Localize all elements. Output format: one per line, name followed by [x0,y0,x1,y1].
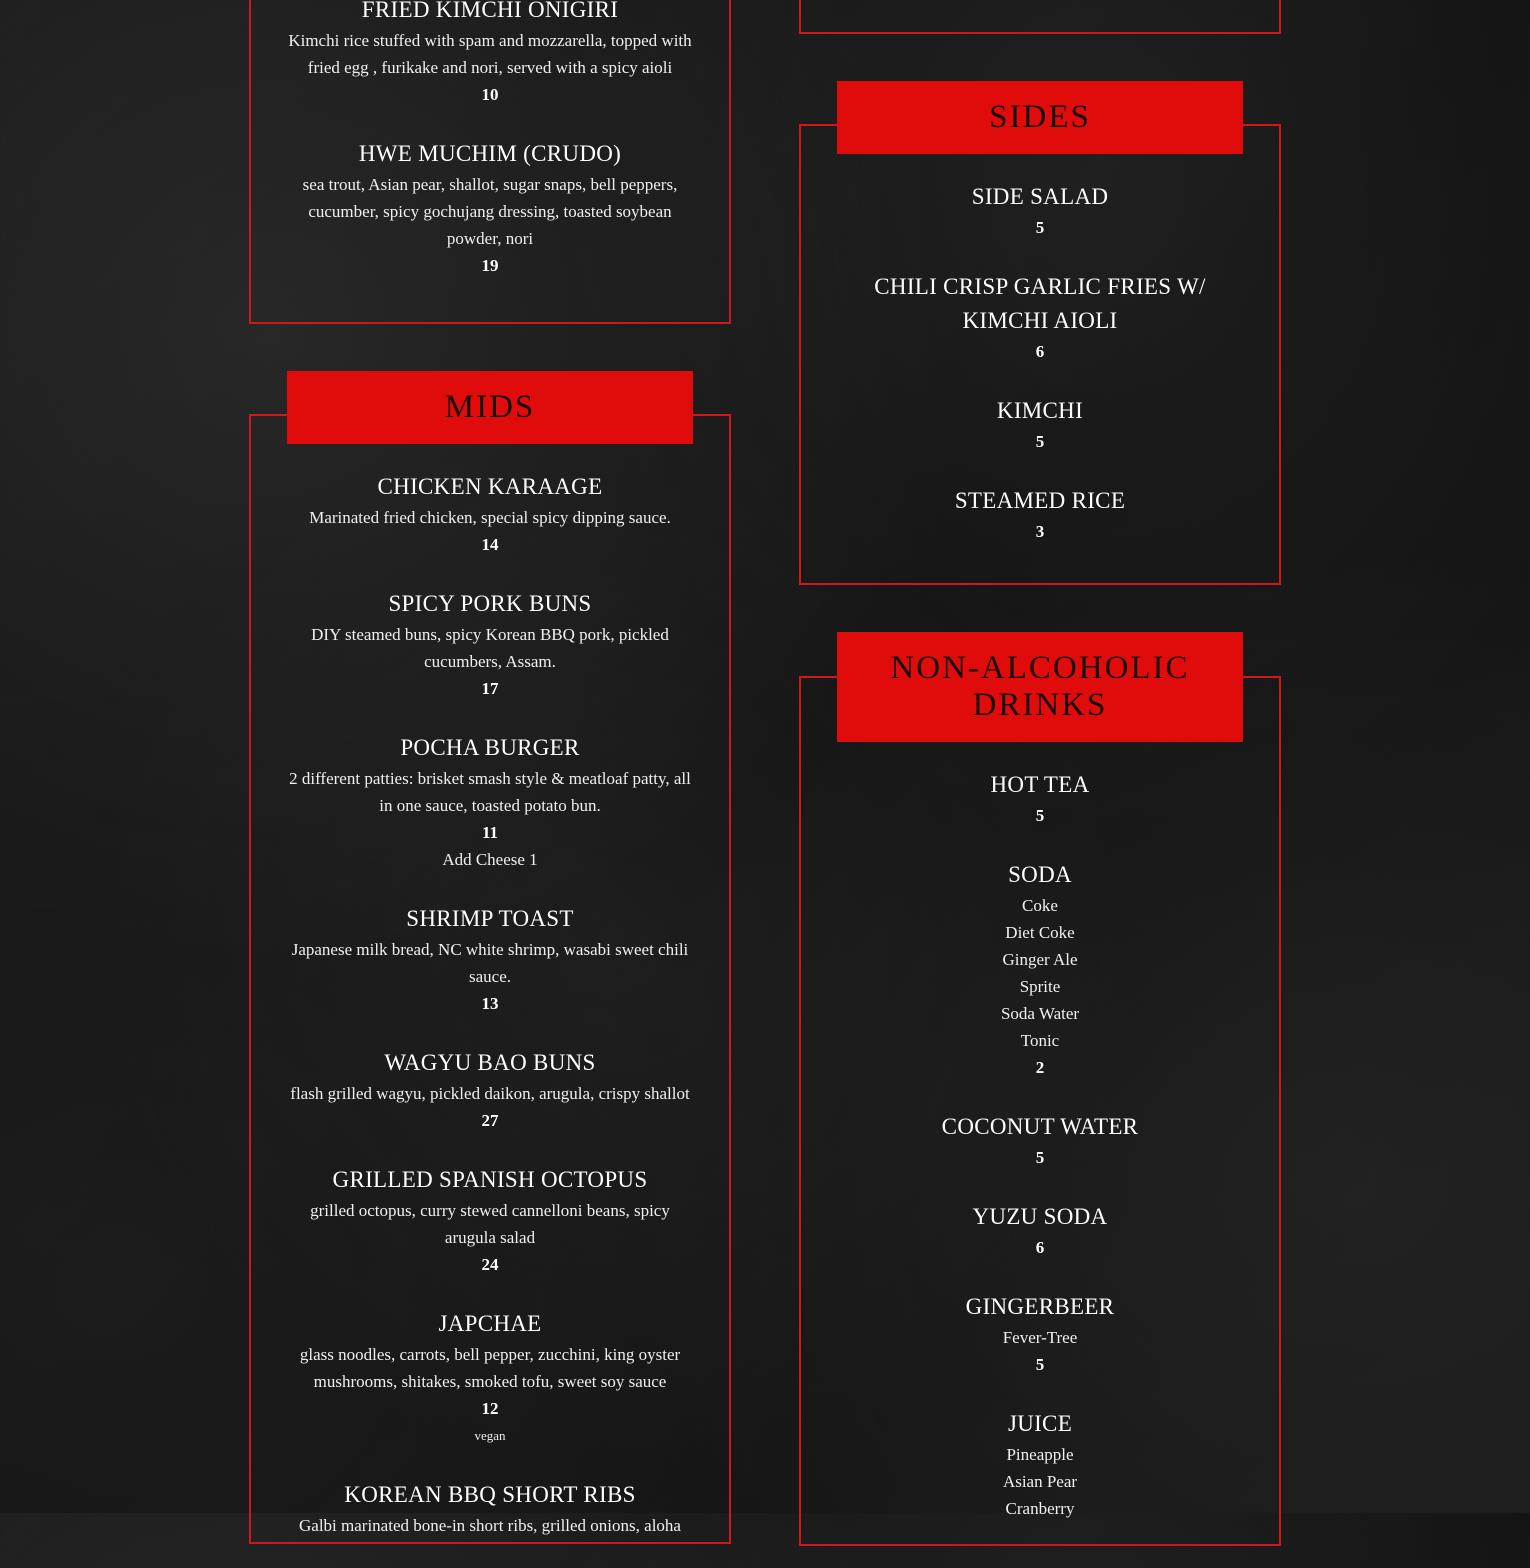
sides-section-title: SIDES [837,81,1243,154]
item-description: Japanese milk bread, NC white shrimp, wasabi sweet chili sauce. [291,940,689,986]
item-description: Kimchi rice stuffed with spam and mozzarella, topped with fried egg , furikake and nori, served with a spicy aioli [288,31,692,77]
item-name: SPICY PORK BUNS [388,591,592,616]
drink-option: Asian Pear [1002,1472,1078,1491]
item-name: HWE MUCHIM (CRUDO) [358,141,622,166]
menu-item [835,1407,1245,1522]
item-description: sea trout, Asian pear, shallot, sugar snaps, bell peppers, cucumber, spicy gochujang dressing, toasted soybean powder, nori [302,175,678,248]
item-price: 17 [481,679,499,698]
menu-item [285,731,695,873]
drink-option: Ginger Ale [1002,950,1078,969]
menu-item [285,1307,695,1449]
menu-item [285,902,695,1017]
item-name: JUICE [1007,1411,1073,1436]
item-name: HOT TEA [990,772,1090,797]
drink-option: Fever-Tree [1002,1328,1078,1347]
item-price: 5 [1035,432,1045,451]
menu-item [835,180,1245,241]
drink-option: Soda Water [1000,1004,1080,1023]
menu-item [285,470,695,558]
item-price: 11 [481,823,499,842]
drinks-section-title: NON-ALCOHOLIC DRINKS [837,632,1243,742]
item-price: 14 [481,535,499,554]
item-description: Galbi marinated bone-in short ribs, grilled onions, aloha [299,1516,681,1535]
item-name: YUZU SODA [972,1204,1108,1229]
item-name: SIDE SALAD [971,184,1109,209]
mids-section-title: MIDS [287,371,693,444]
item-price: 5 [1035,1355,1045,1374]
menu-item [835,858,1245,1081]
drink-option: Diet Coke [1005,923,1075,942]
menu-item [285,587,695,702]
item-description: DIY steamed buns, spicy Korean BBQ pork, pickled cucumbers, Assam. [311,625,669,671]
menu-item [835,484,1245,545]
item-price: 3 [1035,522,1045,541]
item-price: 6 [1035,342,1045,361]
item-name: SODA [1008,862,1072,887]
item-price: 5 [1035,218,1045,237]
item-price: 19 [481,256,499,275]
item-description: 2 different patties: brisket smash style & meatloaf patty, all in one sauce, toasted potato bun. [289,769,691,815]
menu-item [285,1478,695,1539]
menu-item [835,394,1245,455]
item-name: CHICKEN KARAAGE [377,474,603,499]
menu-item [835,1290,1245,1378]
item-name: GINGERBEER [965,1294,1115,1319]
drink-option: Sprite [1019,977,1061,996]
drink-option: Pineapple [1006,1445,1074,1464]
item-name: FRIED KIMCHI ONIGIRI [361,0,619,22]
item-description: Marinated fried chicken, special spicy dipping sauce. [309,508,671,527]
item-name: GRILLED SPANISH OCTOPUS [332,1167,648,1192]
item-price: 5 [1035,806,1045,825]
item-price: 5 [1035,1148,1045,1167]
item-price: 24 [481,1255,499,1274]
drinks-items [835,768,1245,1551]
menu-item [285,1163,695,1278]
menu-item [835,1110,1245,1171]
item-description: glass noodles, carrots, bell pepper, zucchini, king oyster mushrooms, shitakes, smoked tofu, sweet soy sauce [299,1345,681,1391]
item-addon-note: Add Cheese 1 [442,850,538,869]
item-name: WAGYU BAO BUNS [384,1050,596,1075]
menu-item [285,137,695,279]
item-description: flash grilled wagyu, pickled daikon, arugula, crispy shallot [290,1084,690,1103]
menu-item [835,768,1245,829]
item-price: 13 [481,994,499,1013]
item-name: CHILI CRISP GARLIC FRIES W/ KIMCHI AIOLI [874,274,1206,333]
item-price: 10 [481,85,499,104]
drink-option: Cranberry [1005,1499,1075,1518]
menu-item [285,1046,695,1134]
item-name: SHRIMP TOAST [406,906,574,931]
item-name: COCONUT WATER [941,1114,1139,1139]
item-name: KOREAN BBQ SHORT RIBS [344,1482,636,1507]
sides-items [835,180,1245,574]
menu-item [835,270,1245,365]
drink-option: Tonic [1020,1031,1060,1050]
item-price: 12 [481,1399,499,1418]
item-description: grilled octopus, curry stewed cannelloni beans, spicy arugula salad [310,1201,670,1247]
mids-items [285,470,695,1568]
item-price: 2 [1035,1058,1045,1077]
item-price: 6 [1035,1238,1045,1257]
item-name: KIMCHI [996,398,1084,423]
starters-items [285,0,695,308]
menu-item [285,0,695,108]
item-price: 27 [481,1111,499,1130]
drink-option: Coke [1022,896,1058,915]
item-name: POCHA BURGER [400,735,580,760]
item-diet-tag: vegan [474,1428,506,1443]
menu-item [835,1200,1245,1261]
item-name: STEAMED RICE [954,488,1126,513]
item-name: JAPCHAE [438,1311,542,1336]
right-top-section-box [799,0,1281,34]
